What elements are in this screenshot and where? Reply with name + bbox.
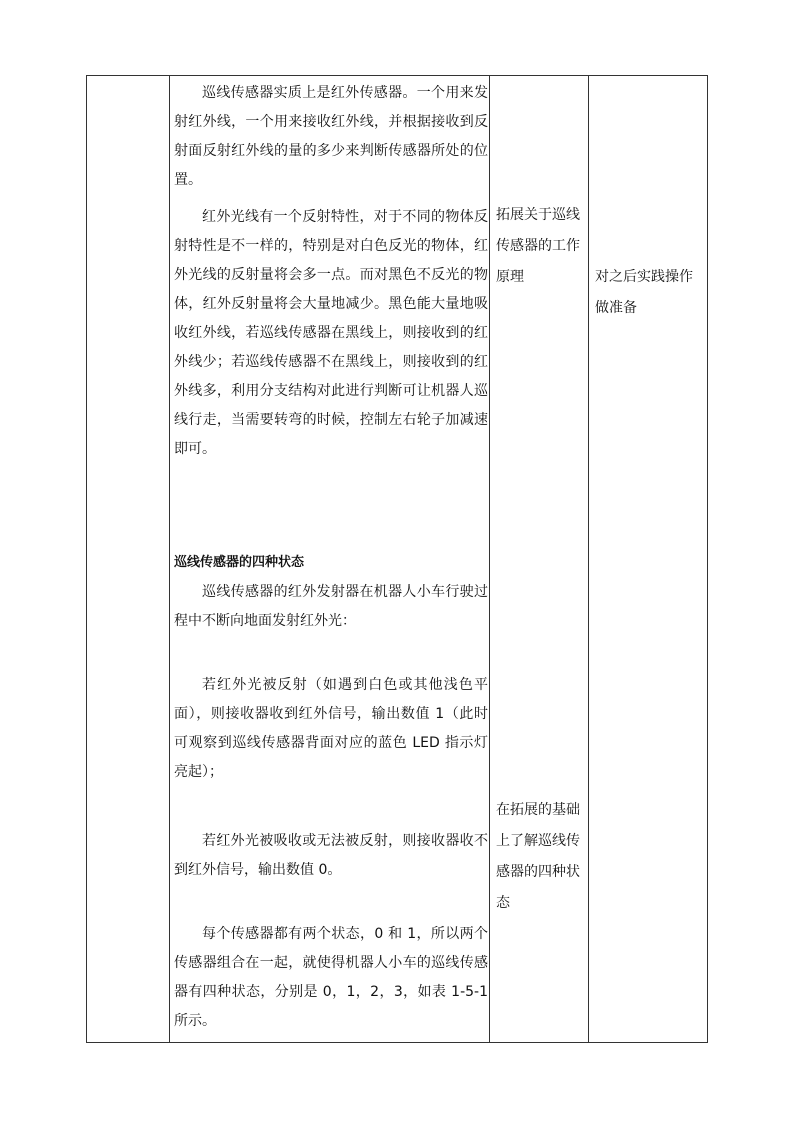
intent-note-four-states: 在拓展的基础上了解巡线传感器的四种状态 xyxy=(496,802,580,911)
column-divider xyxy=(588,76,589,1042)
purpose-note: 对之后实践操作做准备 xyxy=(595,269,693,316)
column-divider xyxy=(169,76,170,1042)
paragraph-emitter: 巡线传感器的红外发射器在机器人小车行驶过程中不断向地面发射红外光： xyxy=(174,584,488,629)
paragraph-reflected-case: 若红外光被反射（如遇到白色或其他浅色平面），则接收器收到红外信号，输出数值 1（此时可观察到巡线传感器背面对应的蓝色 LED 指示灯亮起）； xyxy=(174,677,488,780)
paragraph-reflection-property: 红外光线有一个反射特性，对于不同的物体反射特性是不一样的，特别是对白色反光的物体，红外光线的反射量将会多一点。而对黑色不反光的物体，红外反射量将会大量地减少。黑色能大量地吸收红外线，若巡线传感器在黑线上，则接收到的红外线少；若巡线传感器不在黑线上，则接收到的红外线多，利用分支结构对此进行判断可让机器人巡线行走，当需要转弯的时候，控制左右轮子加减速即可。 xyxy=(174,209,488,457)
section-heading: 巡线传感器的四种状态 xyxy=(174,555,305,570)
paragraph-absorbed-case: 若红外光被吸收或无法被反射，则接收器收不到红外信号，输出数值 0。 xyxy=(174,833,488,878)
paragraph-sensor-intro: 巡线传感器实质上是红外传感器。一个用来发射红外线，一个用来接收红外线，并根据接收到反射面反射红外线的量的多少来判断传感器所处的位置。 xyxy=(174,85,488,188)
paragraph-four-states: 每个传感器都有两个状态，0 和 1，所以两个传感器组合在一起，就使得机器人小车的巡线传感器有四种状态，分别是 0，1，2，3，如表 1-5-1 所示。 xyxy=(174,926,488,1029)
column-divider xyxy=(489,76,490,1042)
teaching-content-cell xyxy=(174,0,488,1123)
intent-note-principle: 拓展关于巡线传感器的工作原理 xyxy=(496,207,580,285)
